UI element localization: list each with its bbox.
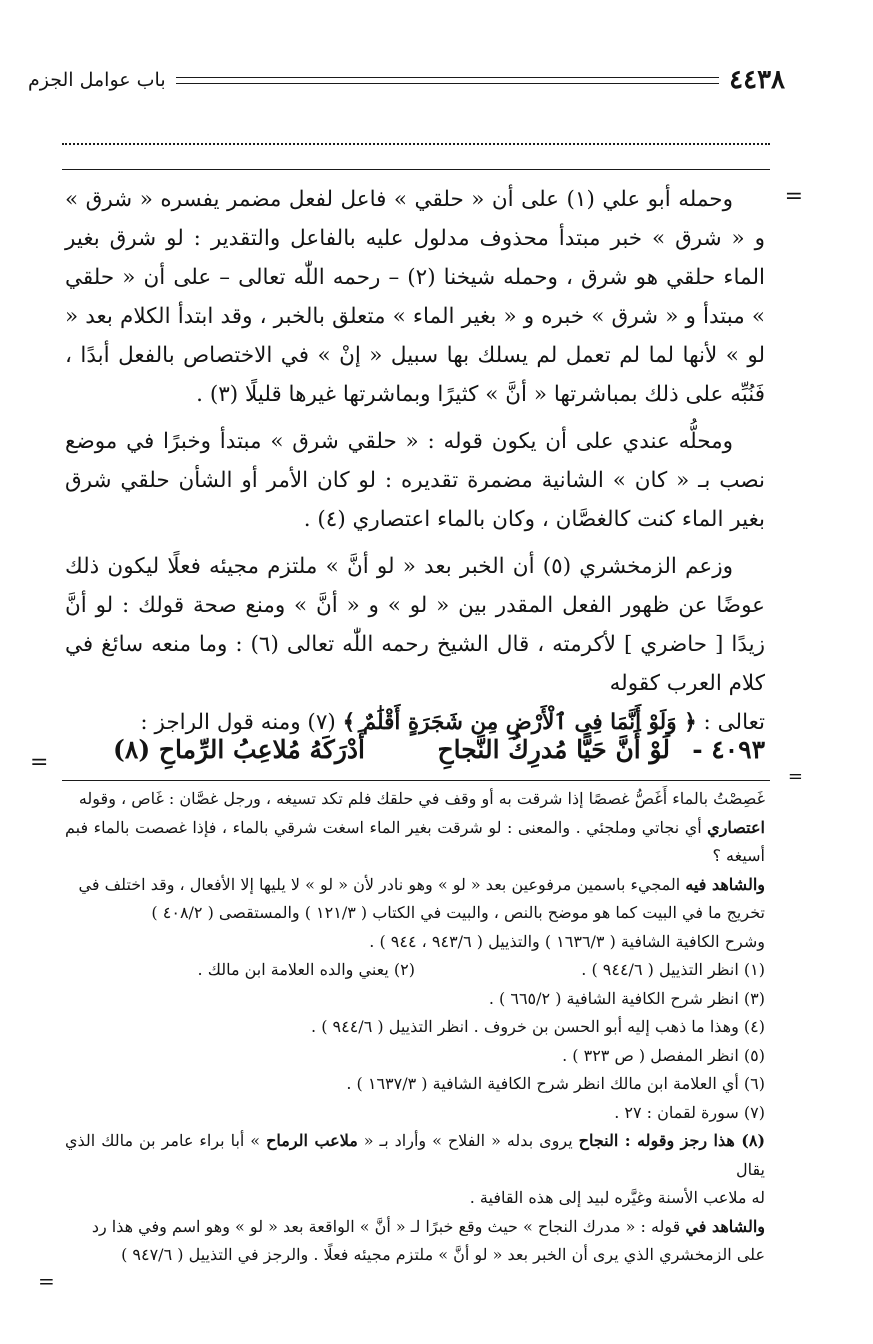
bold-term: اعتصاري [707,817,765,837]
bold-term: ملاعب الرماح [266,1131,358,1150]
footnote-5: (٥) انظر المفصل ( ص ٣٢٣ ) . [562,1045,765,1065]
footnote-line: غَصِصْتُ بالماء أَغَصُّ غصصًا إذا شرقت به أو وقف في حلقك فلم تكد تسيغه ، ورجل غصَّان : غَاص ، وقوله [78,789,765,808]
footnote-7: (٧) سورة لقمان : ٢٧ . [614,1102,765,1122]
footnote-2: (٢) يعني والده العلامة ابن مالك . [197,960,415,979]
text-segment: تعالى : [696,710,765,735]
text-segment: المجيء باسمين مرفوعين بعد « لو » وهو نادر لأن « لو » لا يليها إلا الأفعال ، وقد اختلف في [78,874,686,894]
footnote-8 [65,1127,765,1184]
verse-hemistich-second: أَدْرَكَهُ مُلاعِبُ الرِّماحِ (٨) [113,735,365,764]
verse-hemistich-first: لَوْ أَنَّ حَيًّا مُدرِكُ النَّجاحِ [437,735,670,764]
footnote-6: (٦) أي العلامة ابن مالك انظر شرح الكافية الشافية ( ١٦٣٧/٣ ) . [346,1074,765,1093]
footnote-line: على الزمخشري الذي يرى أن الخبر بعد « لو أنَّ » ملتزم مجيئه فعلًا . والرجز في التذييل ( ٩٤٧/٦ ) [121,1245,765,1264]
bold-term: (٨) هذا رجز وقوله : النجاح [578,1131,766,1150]
footnote-line: وشرح الكافية الشافية ( ١٦٣٦/٣ ) والتذييل ( ٩٤٣/٦ ، ٩٤٤ ) . [369,931,765,951]
bold-term: والشاهد فيه [685,874,765,894]
text-segment: (٧) ومنه قول الراجز : [140,710,343,735]
footnotes [65,785,765,1270]
continuation-mark: = [38,1269,55,1293]
footnote-1: (١) انظر التذييل ( ٩٤٤/٦ ) . [581,960,765,979]
footnote-line [65,956,765,985]
footnote-line: له ملاعب الأسنة وغيَّره لبيد إلى هذه القافية . [469,1188,765,1207]
page-number: ٤٤٣٨ [729,65,785,95]
dotted-separator [62,143,770,145]
footnote-line [65,814,765,871]
footnote-4: (٤) وهذا ما ذهب إليه أبو الحسن بن خروف . انظر التذييل ( ٩٤٤/٦ ) . [311,1017,765,1036]
page-header [28,60,785,100]
text-segment: أي نجاتي وملجئي . والمعنى : لو شرقت بغير الماء اسغت شرقي بالماء ، فإذا غصصت بالماء فبم أسيغه ؟ [65,817,765,865]
main-text [65,180,765,750]
paragraph: وحمله أبو علي (١) على أن « حلقي » فاعل لفعل مضمر يفسره « شرق » و « شرق » خبر مبتدأ محذوف مدلول عليه بالفاعل والتقدير : لو شرق بغير الماء حلقي هو شرق ، وحمله شيخنا (٢) – رحمه اللّٰه تعالى – على أن « حلقي » مبتدأ و « شرق » خبره و « بغير الماء » متعلق بالخبر ، وقد ابتدأ الكلام بعد « لو » لأنها لما لم تعمل لم يسلك بها سبيل « إنْ » في الاختصاص بالفعل أبدًا ، فَنُبِّه على ذلك بمباشرتها « أنَّ » كثيرًا وبماشرتها غيرها قليلًا (٣) . [65,187,766,407]
footnote-rule [62,780,770,781]
text-segment: قوله : « مدرك النجاح » حيث وقع خبرًا لـ « أنَّ » الواقعة بعد « لو » وهو اسم وفي هذا رد [91,1216,686,1236]
text-segment: » أبا براء عامر بن مالك الذي يقال [65,1131,765,1179]
verse-number: ٤٠٩٣ - [692,735,765,764]
quran-quote: ﴿ وَلَوْ أَنَّمَا فِى ٱلْأَرْضِ مِن شَجَرَةٍ أَقْلَٰمٌ ﴾ [342,710,697,735]
continuation-mark: = [30,750,49,775]
continuation-mark: = [784,184,803,209]
text-top-rule [62,169,770,170]
footnote-line: تخريج ما في البيت كما هو موضح بالنص ، والبيت في الكتاب ( ١٢١/٣ ) والمستقصى ( ٤٠٨/٢ ) [151,903,765,922]
footnote-line [65,871,765,900]
text-segment: يروى بدله « الفلاح » وأراد بـ « [357,1131,579,1150]
paragraph: وزعم الزمخشري (٥) أن الخبر بعد « لو أنَّ » ملتزم مجيئه فعلًا ليكون ذلك عوضًا عن ظهور الفعل المقدر بين « لو » و « أنَّ » ومنع صحة قولك : لو أنَّ زيدًا [ حاضري ] لأكرمته ، قال الشيخ رحمه اللّٰه تعالى (٦) : وما منعه سائغ في كلام العرب كقوله [65,554,765,696]
footnote-line [65,1213,765,1242]
bold-term: والشاهد في [685,1216,765,1236]
continuation-mark: = [787,766,803,787]
chapter-title: باب عوامل الجزم [28,69,166,91]
footnote-3: (٣) انظر شرح الكافية الشافية ( ٦٦٥/٢ ) . [488,988,765,1008]
header-double-rule [176,77,720,84]
paragraph: ومحلُّه عندي على أن يكون قوله : « حلقي شرق » مبتدأ وخبرًا في موضع نصب بـ « كان » الشانية مضمرة تقديره : لو كان الأمر أو الشأن حلقي شرق بغير الماء كنت كالغصَّان ، وكان بالماء اعتصاري (٤) . [65,429,765,532]
poetry-verse [65,735,765,779]
